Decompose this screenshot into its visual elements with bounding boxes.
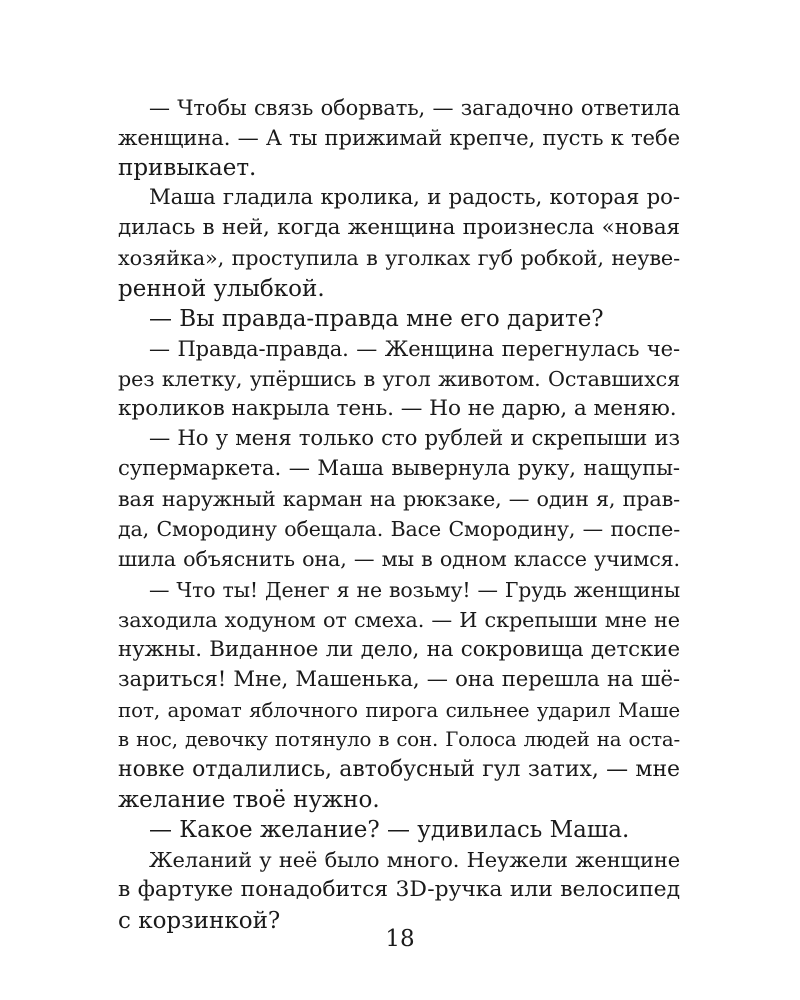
text-line: — Чтобы связь оборвать, — загадочно ответила <box>149 95 680 120</box>
page-number: 18 <box>385 926 415 952</box>
text-line: в нос, девочку потянуло в сон. Голоса людей на оста- <box>118 727 680 751</box>
text-line: шила объяснить она, — мы в одном классе учимся. <box>118 547 680 572</box>
text-line: — Но у меня только сто рублей и скрепыши из <box>149 426 680 452</box>
text-line: супермаркета. — Маша вывернула руку, нащупы- <box>118 456 680 482</box>
text-line: — Что ты! Денег я не возьму! — Грудь женщины <box>149 577 680 602</box>
text-line: в фартуке понадобится 3D-ручка или велосипед <box>118 877 680 903</box>
text-line: Маша гладила кролика, и радость, которая ро- <box>149 185 680 211</box>
text-line: рез клетку, упёршись в угол животом. Оставшихся <box>118 366 680 391</box>
body-text <box>118 93 680 936</box>
text-line: — Вы правда-правда мне его дарите? <box>149 305 604 332</box>
text-line: — Какое желание? — удивилась Маша. <box>149 817 630 844</box>
text-line: кроликов накрыла тень. — Но не дарю, а меняю. <box>118 395 677 421</box>
text-line: заходила ходуном от смеха. — И скрепыши мне не <box>118 607 680 632</box>
text-line: нужны. Виданное ли дело, на сокровища детские <box>118 636 680 662</box>
text-line: пот, аромат яблочного пирога сильнее ударил Маше <box>118 697 680 722</box>
text-line: вая наружный карман на рюкзаке, — один я, прав- <box>118 487 680 512</box>
text-line: женщина. — А ты прижимай крепче, пусть к тебе <box>118 125 680 151</box>
text-line: желание твоё нужно. <box>118 787 380 814</box>
text-line: привыкает. <box>118 155 257 182</box>
text-line: новке отдалились, автобусный гул затих, — мне <box>118 757 680 783</box>
text-line: с корзинкой? <box>118 907 281 934</box>
text-line: — Правда-правда. — Женщина перегнулась че- <box>149 335 680 361</box>
text-line: Желаний у неё было много. Неужели женщине <box>149 848 680 873</box>
text-line: да, Смородину обещала. Васе Смородину, — поспе- <box>118 517 680 542</box>
text-line: ренной улыбкой. <box>118 275 325 302</box>
text-line: дилась в ней, когда женщина произнесла «новая <box>118 215 680 241</box>
text-line: зариться! Мне, Машенька, — она перешла на шё- <box>118 666 680 692</box>
text-line: хозяйка», проступила в уголках губ робкой, неуве- <box>118 246 680 271</box>
